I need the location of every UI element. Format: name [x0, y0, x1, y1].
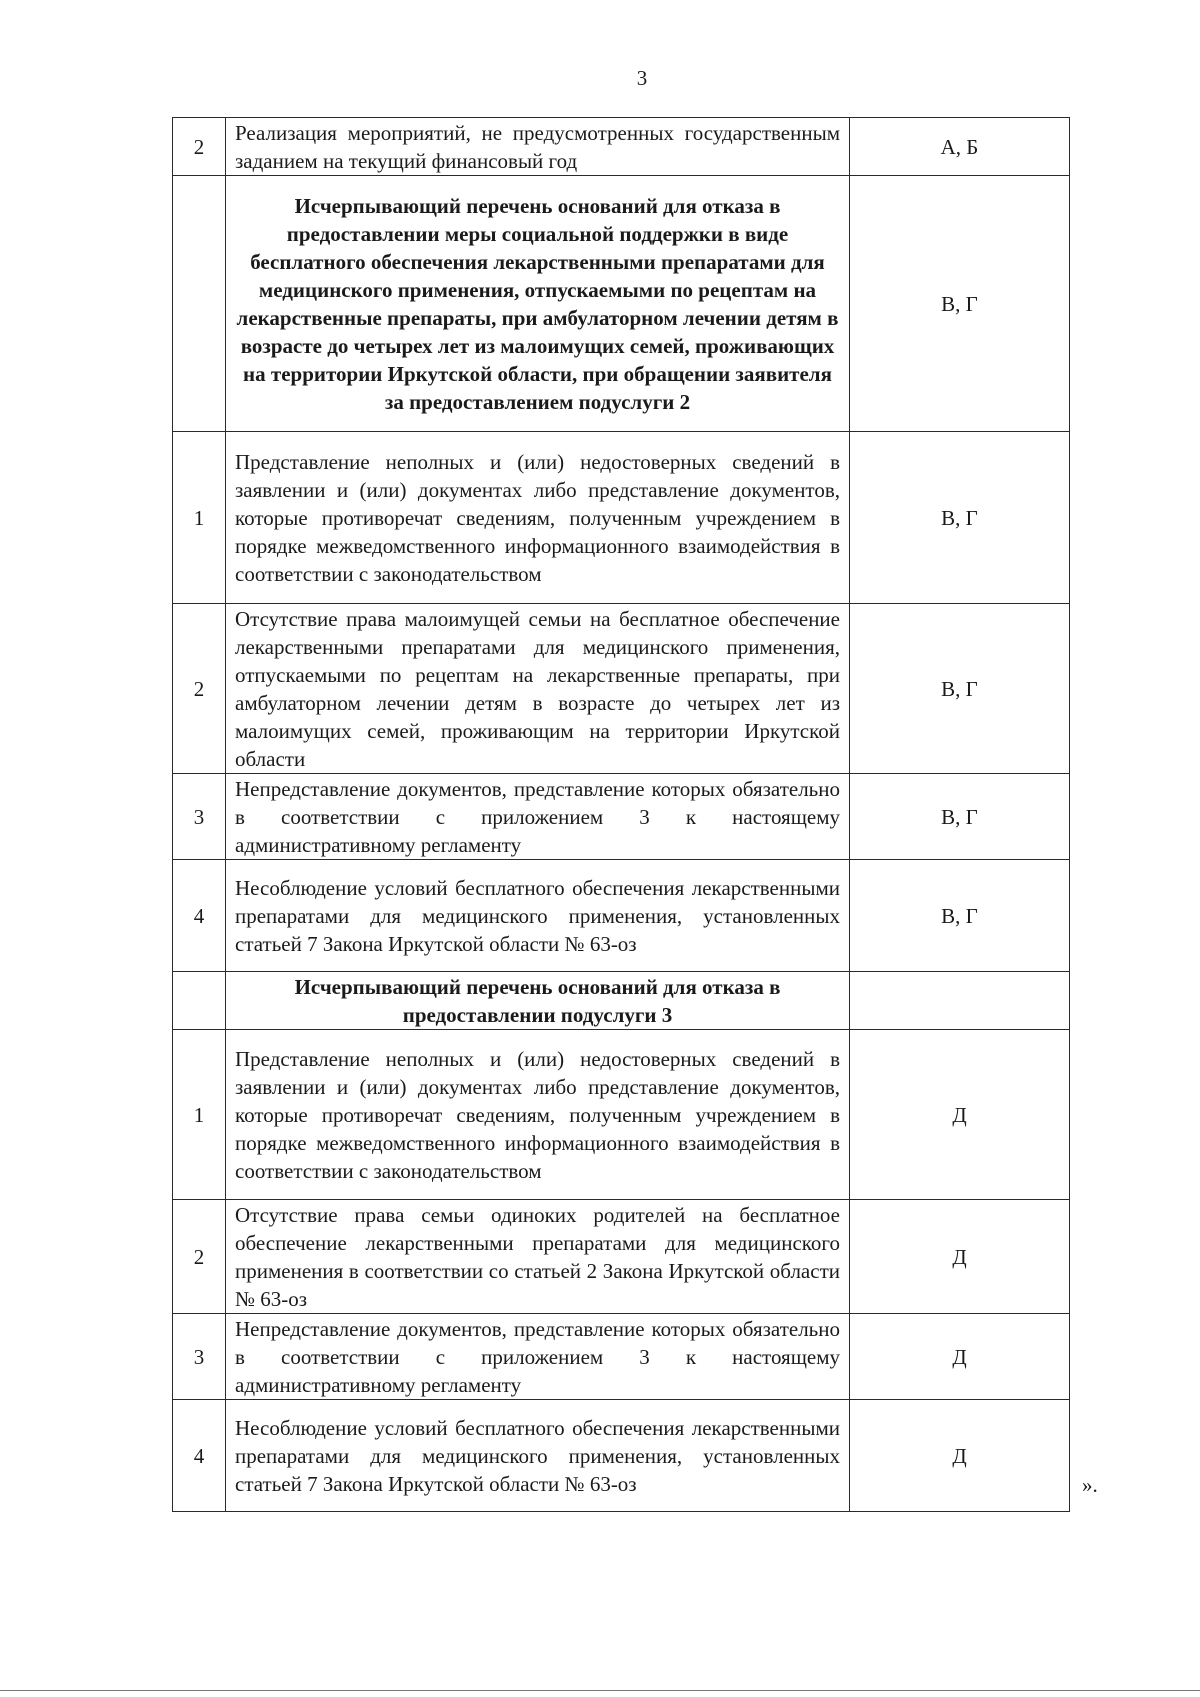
table-row	[173, 860, 1070, 972]
row-number: 2	[173, 1200, 226, 1314]
row-text: Представление неполных и (или) недостоверных сведений в заявлении и (или) документах либо представление документов, которые противоречат сведениям, полученным учреждением в порядке межведомственного информационного взаимодействия в соответствии с законодательством	[226, 1030, 850, 1200]
row-code: В, Г	[850, 432, 1070, 604]
row-text: Непредставление документов, представление которых обязательно в соответствии с приложением 3 к настоящему административному регламенту	[226, 774, 850, 860]
row-number	[173, 176, 226, 432]
row-code: Д	[850, 1314, 1070, 1400]
row-number: 3	[173, 774, 226, 860]
row-text: Отсутствие права семьи одиноких родителей на бесплатное обеспечение лекарственными препаратами для медицинского применения в соответствии со статьей 2 Закона Иркутской области № 63-оз	[226, 1200, 850, 1314]
section-heading: Исчерпывающий перечень оснований для отказа в предоставлении подуслуги 3	[226, 972, 850, 1030]
row-number: 2	[173, 604, 226, 774]
row-code: В, Г	[850, 860, 1070, 972]
table-row	[173, 1200, 1070, 1314]
grounds-table	[172, 117, 1070, 1512]
row-code	[850, 972, 1070, 1030]
row-number: 1	[173, 1030, 226, 1200]
table-row	[173, 972, 1070, 1030]
row-number: 2	[173, 118, 226, 176]
row-number: 1	[173, 432, 226, 604]
page-edge-divider	[0, 1690, 1200, 1691]
row-number	[173, 972, 226, 1030]
row-text: Непредставление документов, представление которых обязательно в соответствии с приложением 3 к настоящему административному регламенту	[226, 1314, 850, 1400]
row-code: Д	[850, 1200, 1070, 1314]
row-code: В, Г	[850, 774, 1070, 860]
row-code: Д	[850, 1030, 1070, 1200]
table-row	[173, 1400, 1070, 1512]
table-row	[173, 432, 1070, 604]
row-code: Д	[850, 1400, 1070, 1512]
closing-quote-mark: ».	[1082, 1473, 1098, 1497]
table-row	[173, 774, 1070, 860]
row-text: Несоблюдение условий бесплатного обеспечения лекарственными препаратами для медицинского применения, установленных статьей 7 Закона Иркутской области № 63-оз	[226, 1400, 850, 1512]
grounds-table-body	[173, 118, 1070, 1512]
table-row	[173, 176, 1070, 432]
row-number: 4	[173, 860, 226, 972]
row-number: 3	[173, 1314, 226, 1400]
table-row	[173, 1030, 1070, 1200]
row-code: В, Г	[850, 604, 1070, 774]
table-row	[173, 1314, 1070, 1400]
table-row	[173, 604, 1070, 774]
row-number: 4	[173, 1400, 226, 1512]
row-text: Несоблюдение условий бесплатного обеспечения лекарственными препаратами для медицинского применения, установленных статьей 7 Закона Иркутской области № 63-оз	[226, 860, 850, 972]
section-heading: Исчерпывающий перечень оснований для отказа в предоставлении меры социальной поддержки в виде бесплатного обеспечения лекарственными препаратами для медицинского применения, отпускаемыми по рецептам на лекарственные препараты, при амбулаторном лечении детям в возрасте до четырех лет из малоимущих семей, проживающих на территории Иркутской области, при обращении заявителя за предоставлением подуслуги 2	[226, 176, 850, 432]
table-row	[173, 118, 1070, 176]
row-code: А, Б	[850, 118, 1070, 176]
row-text: Отсутствие права малоимущей семьи на бесплатное обеспечение лекарственными препаратами для медицинского применения, отпускаемыми по рецептам на лекарственные препараты, при амбулаторном лечении детям в возрасте до четырех лет из малоимущих семей, проживающим на территории Иркутской области	[226, 604, 850, 774]
page-number: 3	[636, 66, 648, 90]
row-text: Реализация мероприятий, не предусмотренных государственным заданием на текущий финансовый год	[226, 118, 850, 176]
row-code: В, Г	[850, 176, 1070, 432]
row-text: Представление неполных и (или) недостоверных сведений в заявлении и (или) документах либо представление документов, которые противоречат сведениям, полученным учреждением в порядке межведомственного информационного взаимодействия в соответствии с законодательством	[226, 432, 850, 604]
